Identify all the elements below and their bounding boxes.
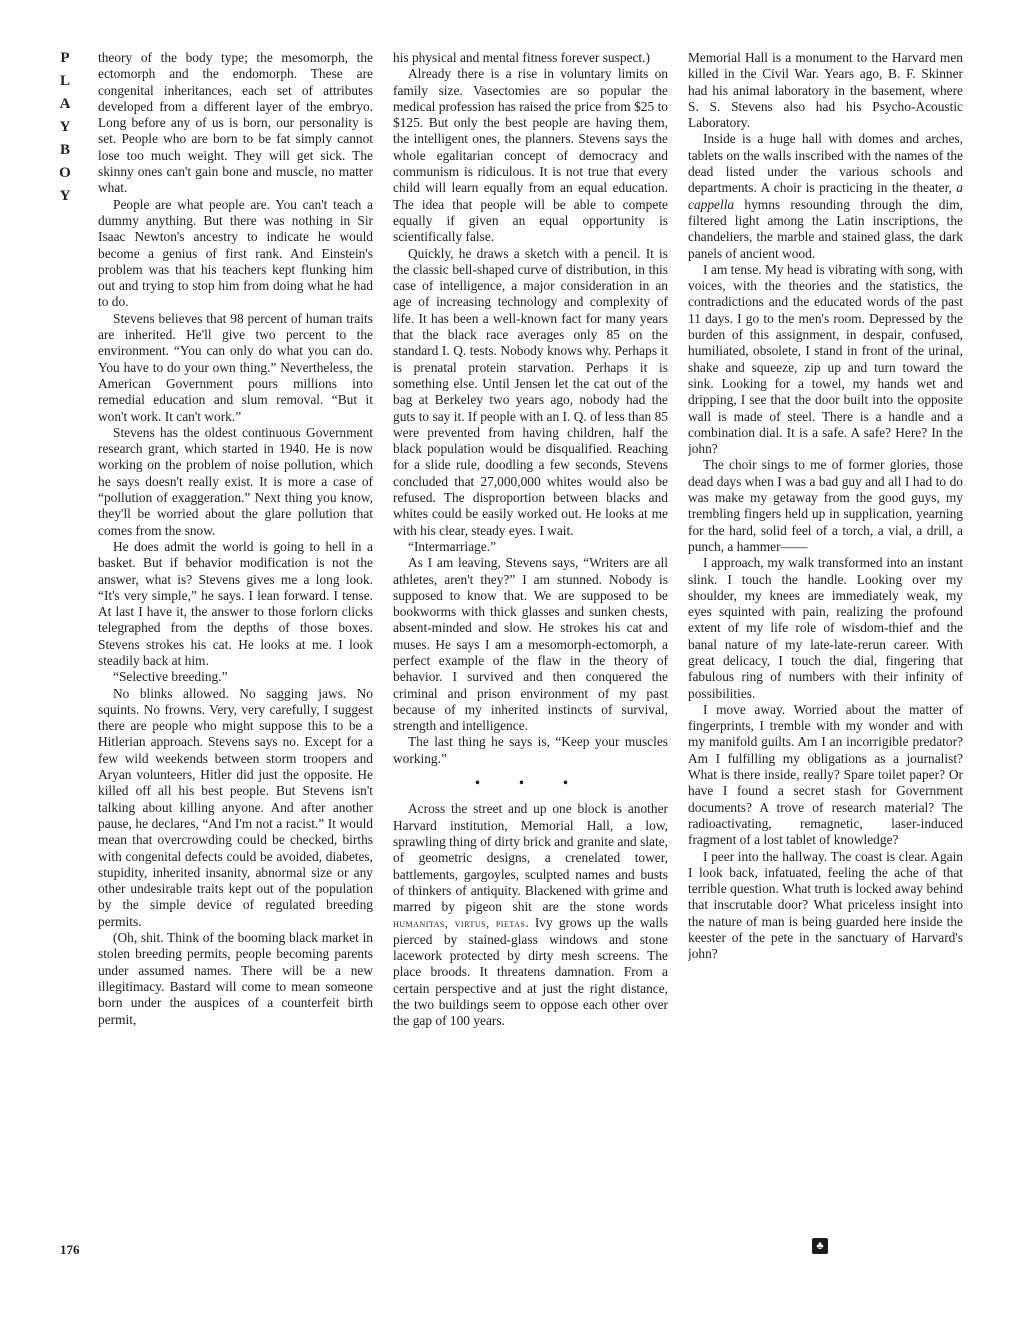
column-3 bbox=[688, 50, 963, 1260]
masthead-letter: Y bbox=[59, 119, 71, 135]
paragraph: I approach, my walk transformed into an instant slink. I touch the handle. Looking over my shoulder, my knees are immediately weak, my eyes squinted with pain, realizing the profound extent of my life role of wisdom-thief and the banal nature of my late-late-rerun career. With great delicacy, I touch the dial, fingering that fabulous ring of numbers with their infinity of possibilities. bbox=[688, 555, 963, 701]
paragraph: I am tense. My head is vibrating with song, with voices, with the theories and the statistics, the contradictions and the educated words of the past 11 days. I go to the men's room. Depressed by the burden of this assignment, in despair, confused, humiliated, obsolete, I stand in front of the urinal, shake and squeeze, zip up and turn toward the sink. Looking for a towel, my hands wet and dripping, I see that the door built into the opposite wall is made of steel. There is a handle and a combination dial. It is a safe. A safe? Here? In the john? bbox=[688, 261, 963, 457]
inscription-text: humanitas, virtus, pietas bbox=[393, 916, 526, 931]
paragraph: his physical and mental fitness forever suspect.) bbox=[393, 50, 650, 65]
masthead-letter: L bbox=[59, 73, 70, 89]
paragraph: I move away. Worried about the matter of fingerprints, I tremble with my wonder and with my manifold guilts. Am I an incorrigible predator? Am I fulfilling my obligations as a journalist? What is there inside, really? Spare toilet paper? Or have I found a secret stash for Government documents? A trove of research material? The radioactivating, remagnetic, laser-induced fragment of a lost tablet of knowledge? bbox=[688, 701, 963, 848]
paragraph: I peer into the hallway. The coast is clear. Again I look back, infatuated, feeling the ache of that terrible question. What truth is locked away behind that inscrutable door? What priceless insight into the nature of man is being guarded here inside the keester of the pete in the sanctuary of Harvard's john? bbox=[688, 848, 963, 962]
paragraph: Quickly, he draws a sketch with a pencil. It is the classic bell-shaped curve of distribution, in this case of intelligence, a major consideration in an age of increasing technology and complexity of life. It has been a well-known fact for many years that the black race averages only 85 on the standard I. Q. tests. Nobody knows why. Perhaps it is prenatal protein starvation. Perhaps it is something else. Until Jensen let the cat out of the bag at Berkeley two years ago, nobody had the guts to say it. If people with an I. Q. of less than 85 were prevented from having children, half the black population would be disqualified. Reaching for a slide rule, doodling a few seconds, Stevens concluded that 27,000,000 whites would also be refused. The disproportion between blacks and whites could be easily worked out. He looks at me with his clear, steady eyes. I wait. bbox=[393, 245, 668, 538]
paragraph: Memorial Hall is a monument to the Harvard men killed in the Civil War. Years ago, B. F. Skinner had his animal laboratory in the basement, where S. S. Stevens also had his Psycho-Acoustic Laboratory. bbox=[688, 50, 963, 131]
text-run: . Ivy grows up the walls pierced by stained-glass windows and stone lacework protected by dirty mesh screens. The place broods. It threatens damnation. From a certain perspective and at just the right distance, the two buildings seem to oppose each other over the gap of 100 years. bbox=[393, 915, 668, 1029]
paragraph: He does admit the world is going to hell in a basket. But if behavior modification is not the answer, what is? Stevens gives me a long look. “It's very simple,” he says. I lean forward. I tense. At last I have it, the answer to those forlorn clicks telegraphed from the depths of those boxes. Stevens strokes his cat. He looks at me. I look steadily back at him. bbox=[98, 538, 373, 668]
italic-text: a cappella bbox=[688, 180, 963, 212]
paragraph: The last thing he says is, “Keep your muscles working.” bbox=[393, 734, 668, 766]
paragraph: The choir sings to me of former glories, those dead days when I was a bad guy and all I had to do was make my getaway from the good guys, my trembling fingers held up in supplication, yearning for the hard, solid feel of a torch, a vial, a drill, a punch, a hammer—— bbox=[688, 457, 963, 554]
article-body bbox=[98, 50, 964, 1260]
paragraph: Stevens has the oldest continuous Government research grant, which started in 1940. He is now working on the problem of noise pollution, which he says doesn't really exist. It is more a case of “pollution of exaggeration.” Next thing you know, they'll be worried about the glare pollution that comes from the snow. bbox=[98, 424, 373, 538]
masthead-letter: Y bbox=[59, 188, 71, 204]
paragraph: As I am leaving, Stevens says, “Writers are all athletes, aren't they?” I am stunned. Nobody is supposed to know that. We are supposed to be bookworms with thick glasses and sunken chests, absent-minded and slow. He strokes his cat and muses. He says I am a mesomorph-ectomorph, a perfect example of the flaw in the theory of behavior. I survived and then conquered the criminal and prison environment of my past because of my inherited instincts of survival, strength and intelligence. bbox=[393, 555, 668, 734]
paragraph: “Intermarriage.” bbox=[408, 538, 497, 554]
text-run: hymns resounding through the dim, filtered light among the Latin inscriptions, the chandeliers, the marble and stained glass, the dark panels of ancient wood. bbox=[688, 196, 963, 261]
text-run: Inside is a huge hall with domes and arches, tablets on the walls inscribed with the names of the dead listed under the various schools and departments. A choir is practicing in the theater, bbox=[688, 131, 963, 196]
paragraph bbox=[393, 801, 668, 1029]
end-mark-icon: ♣ bbox=[812, 1238, 828, 1254]
section-break: • • • bbox=[475, 775, 586, 791]
paragraph bbox=[688, 131, 963, 261]
column-1 bbox=[98, 50, 373, 1260]
paragraph: theory of the body type; the mesomorph, the ectomorph and the endomorph. These are congenital inheritances, each set of attributes developed from a different layer of the embryo. Long before any of us is born, our personality is set. People who are born to be fat simply cannot lose too much weight. They will get sick. The skinny ones can't gain bone and muscle, no matter what. bbox=[98, 50, 373, 196]
masthead-letter: O bbox=[59, 165, 71, 181]
masthead-letter: A bbox=[59, 96, 71, 112]
paragraph: People are what people are. You can't teach a dummy anything. But there was nothing in Sir Isaac Newton's ancestry to indicate he would become a genius of first rank. And Einstein's problem was that his teachers kept flunking him out and trying to stop him from doing what he had to do. bbox=[98, 196, 373, 310]
text-run: Across the street and up one block is another Harvard institution, Memorial Hall, a low, sprawling thing of dirty brick and granite and slate, of geometric designs, a crenelated tower, battlements, gargoyles, sculpted names and busts of thinkers of antiquity. Blackened with grime and marred by pigeon shit are the stone words bbox=[393, 801, 668, 915]
paragraph: Stevens believes that 98 percent of human traits are inherited. He'll give two percent to the environment. “You can only do what you can do. You have to do your own thing.” Nevertheless, the American Government pours millions into remedial education and slum removal. “But it won't work. It can't work.” bbox=[98, 310, 373, 424]
masthead-letter: P bbox=[60, 50, 70, 66]
paragraph: “Selective breeding.” bbox=[113, 669, 228, 685]
masthead-letter: B bbox=[59, 142, 70, 158]
column-2 bbox=[393, 50, 668, 1260]
paragraph: (Oh, shit. Think of the booming black market in stolen breeding permits, people becoming parents under assumed names. There will be a new illegitimacy. Bastard will come to mean someone born under the auspices of a counterfeit birth permit, bbox=[98, 930, 373, 1027]
magazine-masthead bbox=[50, 50, 80, 204]
page-number: 176 bbox=[60, 1242, 80, 1257]
paragraph: No blinks allowed. No sagging jaws. No squints. No frowns. Very, very carefully, I suggest there are people who might suppose this to be a Hitlerian approach. Stevens says no. Except for a few wild weekends between storm troopers and Aryan volunteers, Hitler did just the opposite. He killed off all his best people. But Stevens isn't talking about killing anyone. And after another pause, he declares, “And I'm not a racist.” It would mean that overcrowding could be checked, births with congenital defects could be avoided, diabetes, stupidity, inherited insanity, abnormal size or any other undesirable traits kept out of the population by the simple device of regulated breeding permits. bbox=[98, 685, 373, 929]
paragraph: Already there is a rise in voluntary limits on family size. Vasectomies are so popular the medical profession has raised the price from $25 to $125. But only the best people are having them, the intelligent ones, the planners. Stevens says the whole egalitarian concept of democracy and communism is ridiculous. It is not true that every child will learn equally from an equal education. The idea that people will be able to compete equally if given an equal opportunity is scientifically false. bbox=[393, 66, 668, 245]
